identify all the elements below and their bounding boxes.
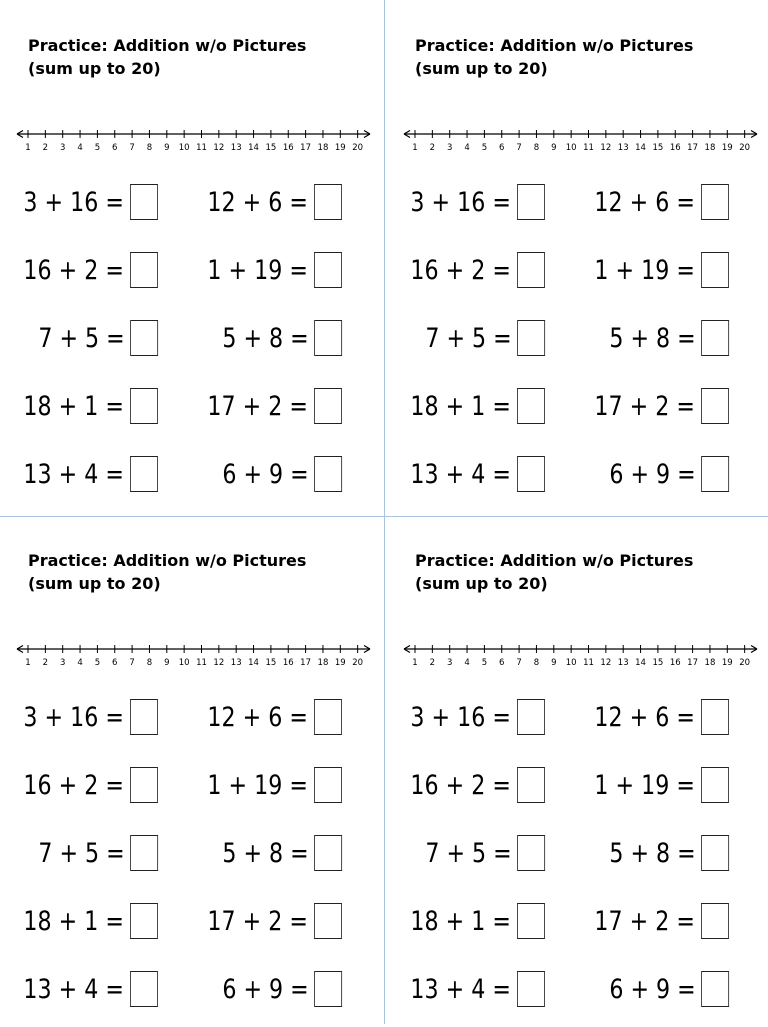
number-line-label: 17 [687,658,699,668]
addition-problem [38,320,158,356]
number-line-label: 18 [704,658,716,668]
problem-expression: 6 + 9 = [221,458,309,490]
addition-problem [208,699,342,735]
answer-box[interactable] [701,388,729,424]
answer-box[interactable] [517,971,545,1007]
addition-problem [24,971,158,1007]
addition-problem [38,835,158,871]
addition-problem [595,699,729,735]
number-line-label: 11 [196,658,207,668]
addition-problem [411,971,545,1007]
number-line-label: 9 [164,658,170,668]
answer-box[interactable] [517,835,545,871]
answer-box[interactable] [130,971,158,1007]
problem-expression: 7 + 5 = [424,322,512,354]
number-line-label: 10 [565,658,577,668]
worksheet-title: Practice: Addition w/o Pictures (sum up to 20) [415,36,694,78]
addition-problem [24,252,158,288]
number-line-label: 12 [600,143,612,153]
answer-box[interactable] [517,388,545,424]
number-line-label: 3 [59,143,66,153]
answer-box[interactable] [130,252,158,288]
number-line-label: 6 [112,143,118,153]
addition-problem [208,388,342,424]
number-line-label: 17 [300,658,312,668]
number-line-label: 19 [721,658,733,668]
addition-problem [595,252,729,288]
addition-problem [222,971,342,1007]
number-line-label: 13 [617,143,629,153]
problem-expression: 17 + 2 = [207,905,309,937]
answer-box[interactable] [701,971,729,1007]
number-line-label: 8 [533,143,540,153]
answer-box[interactable] [314,835,342,871]
worksheet-panel-bottom-right [387,515,768,1027]
problem-expression: 17 + 2 = [594,905,696,937]
number-line-label: 10 [178,658,190,668]
problem-expression: 6 + 9 = [608,973,696,1005]
addition-problem [208,252,342,288]
answer-box[interactable] [314,252,342,288]
number-line-label: 4 [77,658,83,668]
answer-box[interactable] [130,903,158,939]
problem-expression: 6 + 9 = [608,458,696,490]
number-line-label: 1 [412,658,418,668]
answer-box[interactable] [517,767,545,803]
problem-expression: 7 + 5 = [37,837,125,869]
number-line-label: 13 [230,658,242,668]
answer-box[interactable] [130,767,158,803]
answer-box[interactable] [701,835,729,871]
addition-problem [222,835,342,871]
number-line-label: 16 [669,143,681,153]
addition-problem [595,388,729,424]
problem-expression: 13 + 4 = [410,458,512,490]
problem-expression: 5 + 8 = [608,322,696,354]
addition-problem [411,184,545,220]
number-line-label: 9 [551,143,557,153]
number-line-label: 3 [446,658,453,668]
problem-expression: 3 + 16 = [23,186,125,218]
number-line-label: 7 [516,143,522,153]
number-line-label: 14 [635,658,646,668]
worksheet-panel-top-left [0,0,384,512]
number-line-label: 10 [178,143,190,153]
problem-expression: 1 + 19 = [594,769,696,801]
answer-box[interactable] [314,767,342,803]
answer-box[interactable] [701,699,729,735]
worksheet-panel-bottom-left [0,515,384,1027]
number-line-label: 11 [583,143,594,153]
problem-expression: 16 + 2 = [410,254,512,286]
problem-expression: 5 + 8 = [221,322,309,354]
number-line-label: 5 [481,658,488,668]
number-line-label: 18 [317,658,329,668]
problem-expression: 18 + 1 = [23,905,125,937]
number-line-label: 15 [652,143,664,153]
worksheet-panel-top-right [387,0,768,512]
answer-box[interactable] [130,388,158,424]
number-line-label: 2 [429,143,436,153]
addition-problem [411,699,545,735]
problem-expression: 17 + 2 = [207,390,309,422]
number-line-label: 16 [282,143,294,153]
number-line-label: 5 [94,658,101,668]
answer-box[interactable] [517,252,545,288]
addition-problem [595,184,729,220]
addition-problem [24,767,158,803]
number-line-label: 9 [551,658,557,668]
number-line-label: 1 [25,143,31,153]
number-line-label: 18 [317,143,329,153]
problem-expression: 5 + 8 = [608,837,696,869]
answer-box[interactable] [517,903,545,939]
number-line-label: 8 [146,143,153,153]
problem-expression: 7 + 5 = [424,837,512,869]
problem-expression: 3 + 16 = [23,701,125,733]
addition-problem [609,456,729,492]
addition-problem [24,903,158,939]
problem-expression: 1 + 19 = [207,254,309,286]
vertical-cut-line [384,0,385,1024]
addition-problem [425,320,545,356]
problem-expression: 12 + 6 = [207,701,309,733]
number-line-label: 7 [129,143,135,153]
number-line-label: 6 [499,658,505,668]
number-line-label: 3 [59,658,66,668]
number-line-label: 2 [42,143,49,153]
addition-problem [222,320,342,356]
answer-box[interactable] [517,320,545,356]
number-line-label: 17 [300,143,312,153]
problem-expression: 13 + 4 = [23,458,125,490]
number-line-label: 13 [617,658,629,668]
answer-box[interactable] [314,320,342,356]
number-line-label: 14 [248,143,259,153]
number-line-label: 19 [334,658,346,668]
answer-box[interactable] [130,320,158,356]
problem-expression: 12 + 6 = [594,186,696,218]
number-line-label: 14 [635,143,646,153]
problem-expression: 18 + 1 = [23,390,125,422]
answer-box[interactable] [314,184,342,220]
number-line-label: 15 [652,658,664,668]
number-line-label: 19 [721,143,733,153]
number-line-label: 20 [352,143,364,153]
answer-box[interactable] [314,388,342,424]
addition-problem [208,184,342,220]
number-line-label: 6 [112,658,118,668]
number-line-label: 4 [464,658,470,668]
answer-box[interactable] [314,456,342,492]
answer-box[interactable] [701,320,729,356]
answer-box[interactable] [701,903,729,939]
number-line-label: 18 [704,143,716,153]
number-line-label: 3 [446,143,453,153]
number-line-label: 2 [429,658,436,668]
worksheet-title: Practice: Addition w/o Pictures (sum up to 20) [28,36,307,78]
answer-box[interactable] [314,903,342,939]
addition-problem [425,835,545,871]
answer-box[interactable] [130,699,158,735]
number-line-label: 5 [94,143,101,153]
number-line [14,124,374,156]
answer-box[interactable] [701,767,729,803]
number-line-label: 16 [282,658,294,668]
number-line-label: 16 [669,658,681,668]
answer-box[interactable] [130,184,158,220]
number-line-label: 7 [516,658,522,668]
answer-box[interactable] [517,699,545,735]
number-line-label: 11 [583,658,594,668]
answer-box[interactable] [517,456,545,492]
number-line-label: 8 [533,658,540,668]
number-line-label: 8 [146,658,153,668]
problem-expression: 7 + 5 = [37,322,125,354]
problem-expression: 16 + 2 = [410,769,512,801]
answer-box[interactable] [314,699,342,735]
number-line-label: 7 [129,658,135,668]
addition-problem [24,699,158,735]
addition-problem [411,767,545,803]
worksheet-title: Practice: Addition w/o Pictures (sum up to 20) [28,551,307,593]
answer-box[interactable] [314,971,342,1007]
problem-expression: 18 + 1 = [410,905,512,937]
addition-problem [609,320,729,356]
number-line-label: 5 [481,143,488,153]
answer-box[interactable] [701,456,729,492]
number-line-label: 20 [352,658,364,668]
problem-expression: 13 + 4 = [23,973,125,1005]
addition-problem [24,388,158,424]
addition-problem [208,767,342,803]
problem-expression: 12 + 6 = [207,186,309,218]
number-line-label: 2 [42,658,49,668]
addition-problem [24,456,158,492]
problem-expression: 3 + 16 = [410,701,512,733]
answer-box[interactable] [517,184,545,220]
number-line-label: 15 [265,143,277,153]
number-line-label: 20 [739,143,751,153]
problem-expression: 5 + 8 = [221,837,309,869]
answer-box[interactable] [701,184,729,220]
problem-expression: 17 + 2 = [594,390,696,422]
problem-expression: 1 + 19 = [594,254,696,286]
number-line [401,124,761,156]
number-line-label: 12 [600,658,612,668]
problem-expression: 12 + 6 = [594,701,696,733]
addition-problem [411,456,545,492]
number-line-label: 13 [230,143,242,153]
worksheet-title: Practice: Addition w/o Pictures (sum up to 20) [415,551,694,593]
answer-box[interactable] [701,252,729,288]
number-line-label: 17 [687,143,699,153]
number-line-label: 20 [739,658,751,668]
addition-problem [222,456,342,492]
number-line-label: 12 [213,658,225,668]
number-line-label: 12 [213,143,225,153]
number-line-label: 10 [565,143,577,153]
number-line-label: 19 [334,143,346,153]
number-line-label: 4 [77,143,83,153]
addition-problem [411,903,545,939]
addition-problem [208,903,342,939]
number-line-label: 1 [412,143,418,153]
addition-problem [411,252,545,288]
addition-problem [595,767,729,803]
number-line-label: 11 [196,143,207,153]
addition-problem [595,903,729,939]
number-line [14,639,374,671]
addition-problem [609,835,729,871]
number-line-label: 6 [499,143,505,153]
number-line-label: 4 [464,143,470,153]
problem-expression: 1 + 19 = [207,769,309,801]
number-line-label: 15 [265,658,277,668]
problem-expression: 3 + 16 = [410,186,512,218]
number-line-label: 14 [248,658,259,668]
number-line-label: 9 [164,143,170,153]
addition-problem [411,388,545,424]
problem-expression: 16 + 2 = [23,769,125,801]
answer-box[interactable] [130,456,158,492]
answer-box[interactable] [130,835,158,871]
number-line-label: 1 [25,658,31,668]
problem-expression: 16 + 2 = [23,254,125,286]
problem-expression: 18 + 1 = [410,390,512,422]
addition-problem [609,971,729,1007]
problem-expression: 6 + 9 = [221,973,309,1005]
addition-problem [24,184,158,220]
number-line [401,639,761,671]
problem-expression: 13 + 4 = [410,973,512,1005]
